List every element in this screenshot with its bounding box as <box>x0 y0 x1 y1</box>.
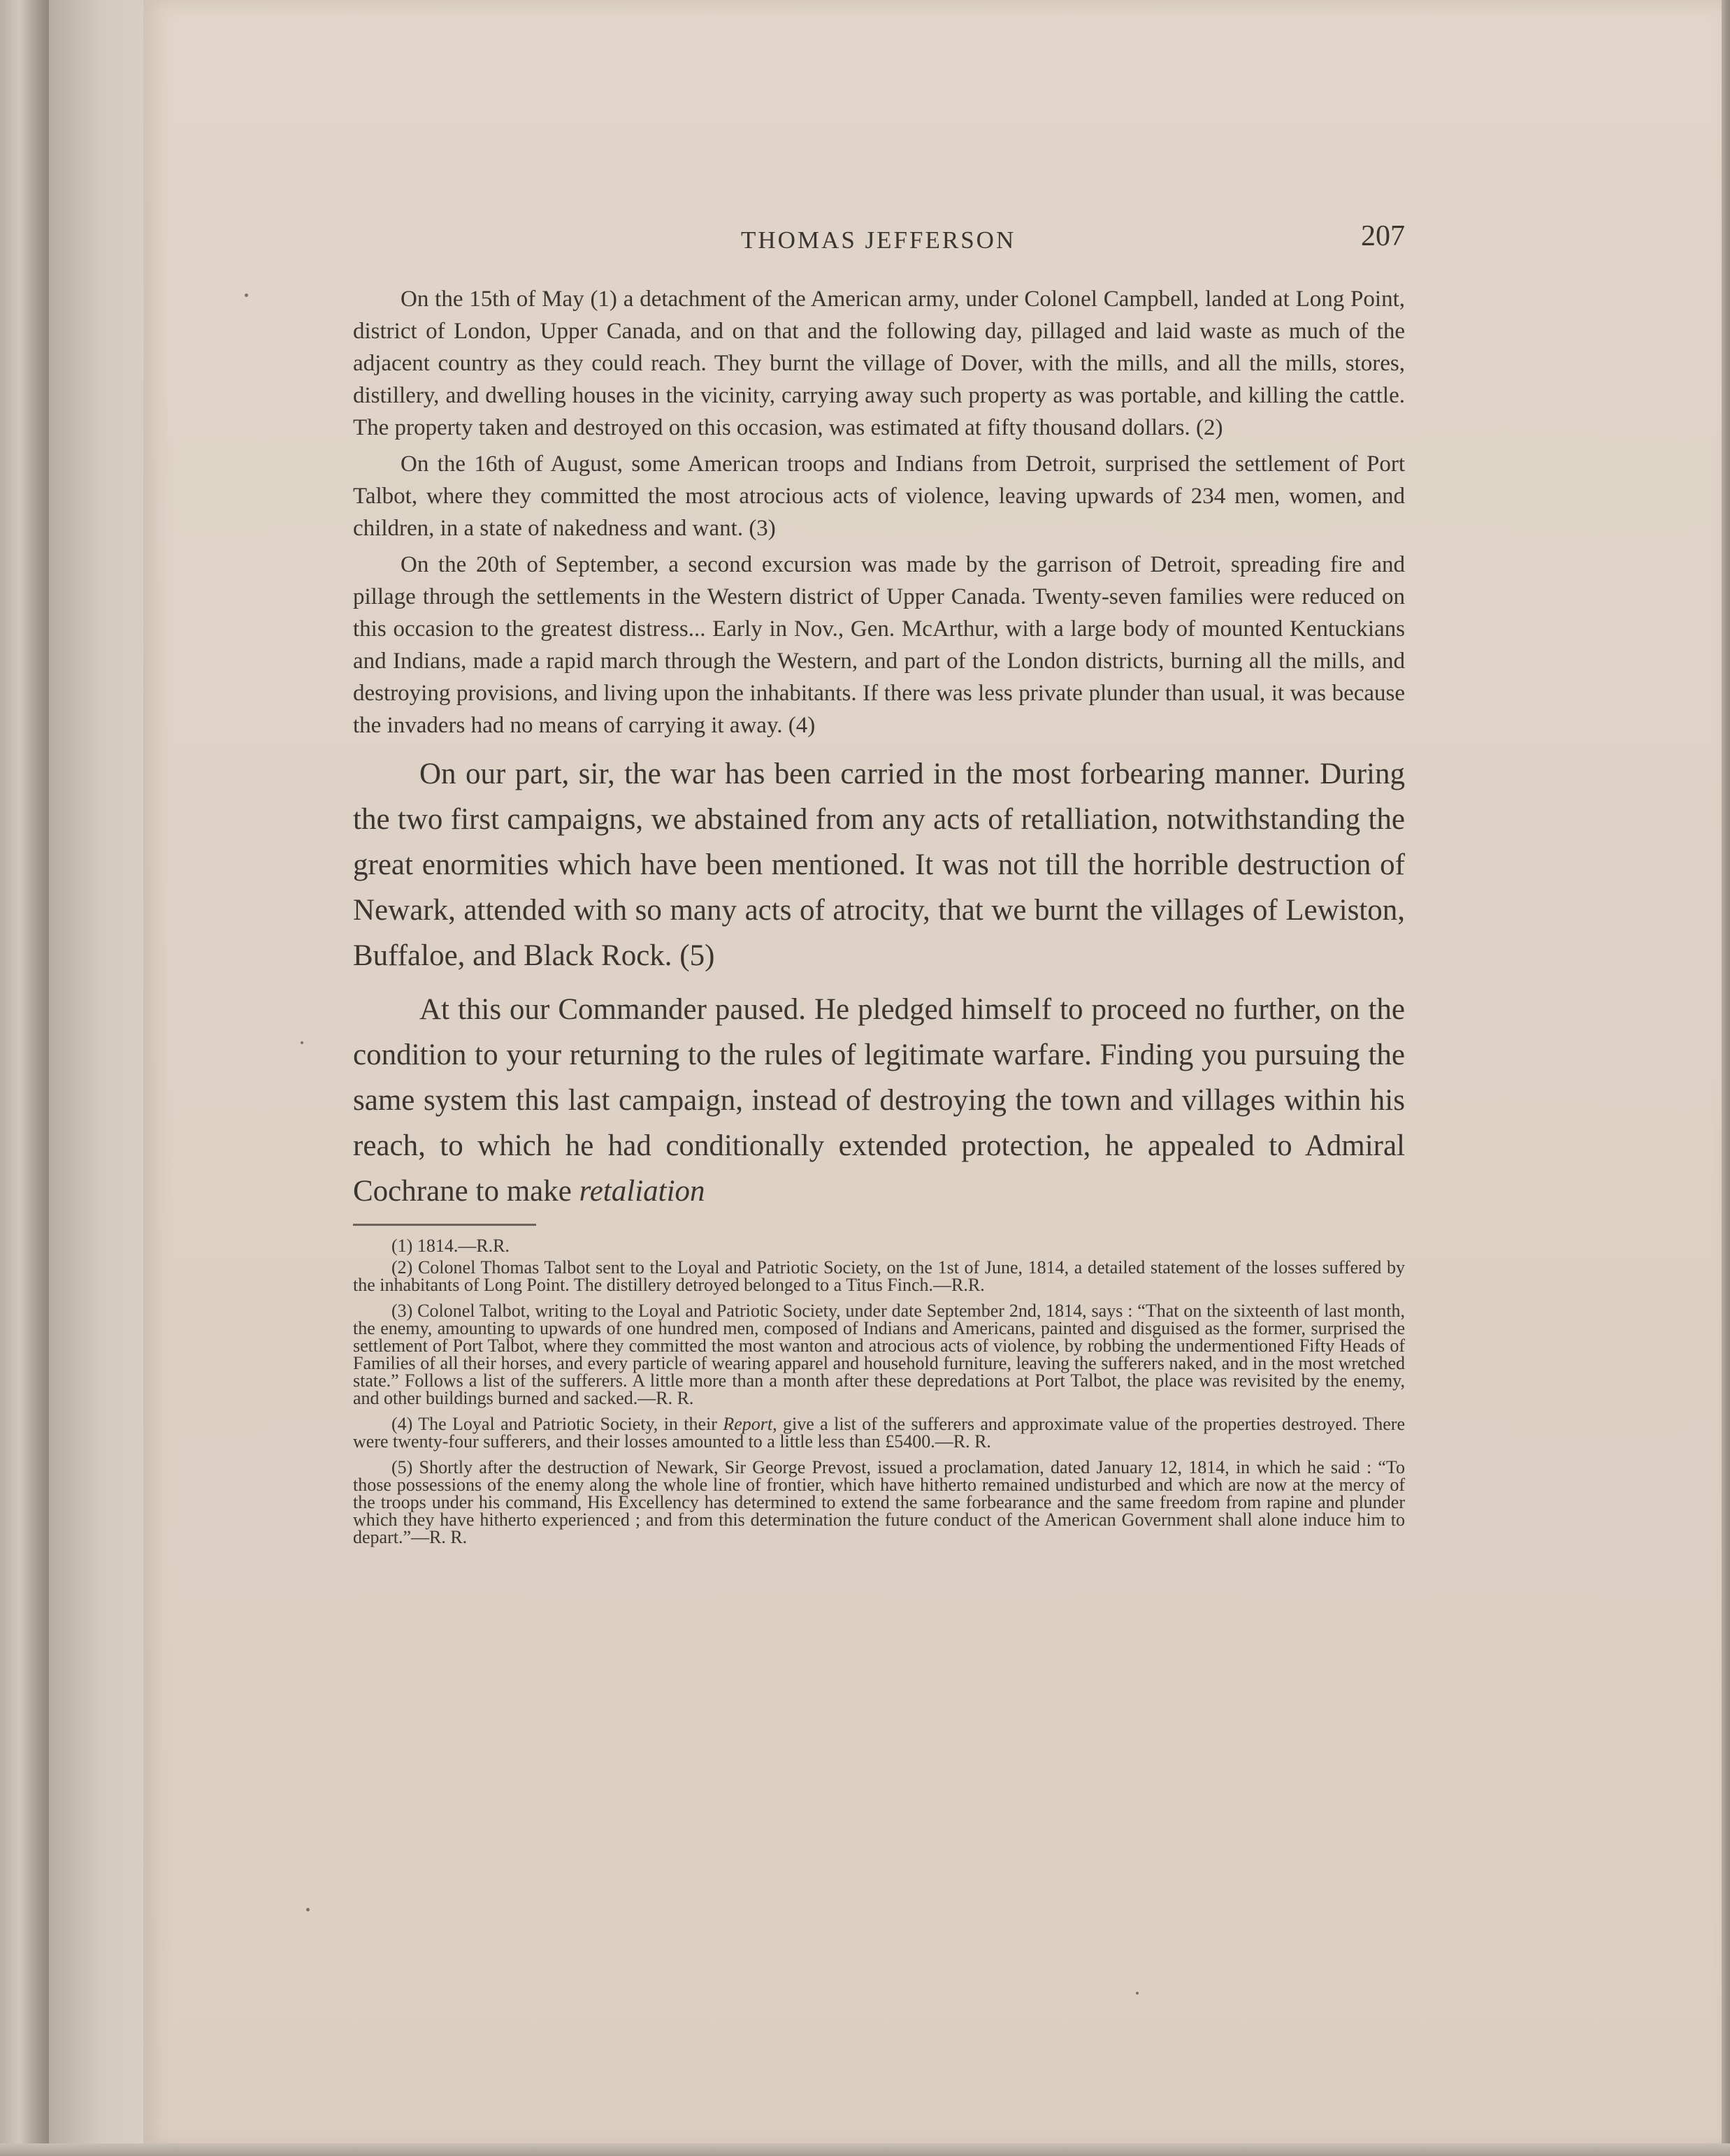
page-edge-right <box>1722 0 1730 2156</box>
paragraph-commander-text: At this our Commander paused. He pledged himself to proceed no further, on the condition to your returning to the rules of legitimate warfare. Finding you pursuing the same system this last campaign, instead of destroying the town and villages within his reach, to which he had conditionally extended protection, he appealed to Admiral Cochrane to make <box>353 993 1405 1208</box>
body-text <box>353 283 1405 1554</box>
paper-speck <box>306 1908 310 1911</box>
running-title: THOMAS JEFFERSON <box>741 226 1016 254</box>
book-binding <box>0 0 49 2156</box>
footnote-4-text-b: give a list of the sufferers and approximate value of the properties destroyed. There were twenty-four sufferers, and their losses amounted to a little less than £5400.—R. R. <box>353 1414 1406 1452</box>
running-head <box>353 220 1405 266</box>
footnote-3: (3) Colonel Talbot, writing to the Loyal and Patriotic Society, under date September 2nd, 1814, says : “That on the sixteenth of last month, the enemy, amounting to upwards of one hundred men, composed of Indians and Americans, painted and disguised as the former, surprised the settlement of Port Talbot, where they committed the most wanton and atrocious acts of violence, by robbing the undermentioned Fifty Heads of Families of all their horses, and every particle of wearing apparel and household furniture, leaving the sufferers naked, and in the most wretched state.” Follows a list of the sufferers. A little more than a month after these depredations at Port Talbot, the place was revisited by the enemy, and other buildings burned and sacked.—R. R. <box>353 1301 1405 1408</box>
footnote-4-italic-report: Report, <box>723 1414 777 1434</box>
footnote-4-text-a: (4) The Loyal and Patriotic Society, in their <box>391 1414 723 1434</box>
gutter-shadow <box>49 0 147 2156</box>
paragraph-forbearing-war: On our part, sir, the war has been carried in the most forbearing manner. During the two first campaigns, we abstained from any acts of retalliation, notwithstanding the great enormities which have been mentioned. It was not till the horrible destruction of Newark, attended with so many acts of atrocity, that we burnt the villages of Lewiston, Buffaloe, and Black Rock. (5) <box>353 758 1405 972</box>
paper-speck <box>245 294 248 297</box>
footnote-1: (1) 1814.—R.R. <box>391 1236 510 1256</box>
footnote-4 <box>353 1415 1405 1450</box>
page-edge-bottom <box>0 2143 1730 2156</box>
italic-retaliation: retaliation <box>579 1175 705 1208</box>
paper-speck <box>301 1041 303 1044</box>
paper-speck <box>1136 1992 1139 1995</box>
page-number: 207 <box>1361 220 1405 252</box>
quoted-paragraph-port-talbot: On the 16th of August, some American troops and Indians from Detroit, surprised the settlement of Port Talbot, where they committed the most atrocious acts of violence, leaving upwards of 234 men, women, and children, in a state of nakedness and want. (3) <box>353 451 1405 541</box>
quoted-paragraph-long-point: On the 15th of May (1) a detachment of the American army, under Colonel Campbell, landed at Long Point, district of London, Upper Canada, and on that and the following day, pillaged and laid waste as much of the adjacent country as they could reach. They burnt the village of Dover, with the mills, and all the mills, stores, distillery, and dwelling houses in the vicinity, carrying away such property as was portable, and killing the cattle. The property taken and destroyed on this occasion, was estimated at fifty thousand dollars. (2) <box>353 287 1405 440</box>
quoted-paragraph-detroit-excursion: On the 20th of September, a second excursion was made by the garrison of Detroit, spreading fire and pillage through the settlements in the Western district of Upper Canada. Twenty-seven families were reduced on this occasion to the greatest distress... Early in Nov., Gen. McArthur, with a large body of mounted Kentuckians and Indians, made a rapid march through the Western, and part of the London districts, burning all the mills, and destroying provisions, and living upon the inhabitants. If there was less private plunder than usual, it was because the invaders had no means of carrying it away. (4) <box>353 552 1405 738</box>
footnote-5: (5) Shortly after the destruction of Newark, Sir George Prevost, issued a proclamation, dated January 12, 1814, in which he said : “To those possessions of the enemy along the whole line of frontier, which have hitherto remained undisturbed and which are now at the mercy of the troops under his command, His Excellency has determined to extend the same forbearance and the same freedom from rapine and plunder which they have hitherto experienced ; and from this determination the future conduct of the American Government shall alone induce him to depart.”—R. R. <box>353 1457 1405 1547</box>
paragraph-commander-paused <box>353 987 1405 1214</box>
footnote-rule <box>353 1224 536 1226</box>
footnote-2: (2) Colonel Thomas Talbot sent to the Loyal and Patriotic Society, on the 1st of June, 1814, a detailed statement of the losses suffered by the inhabitants of Long Point. The distillery detroyed belonged to a Titus Finch.—R.R. <box>353 1257 1405 1295</box>
